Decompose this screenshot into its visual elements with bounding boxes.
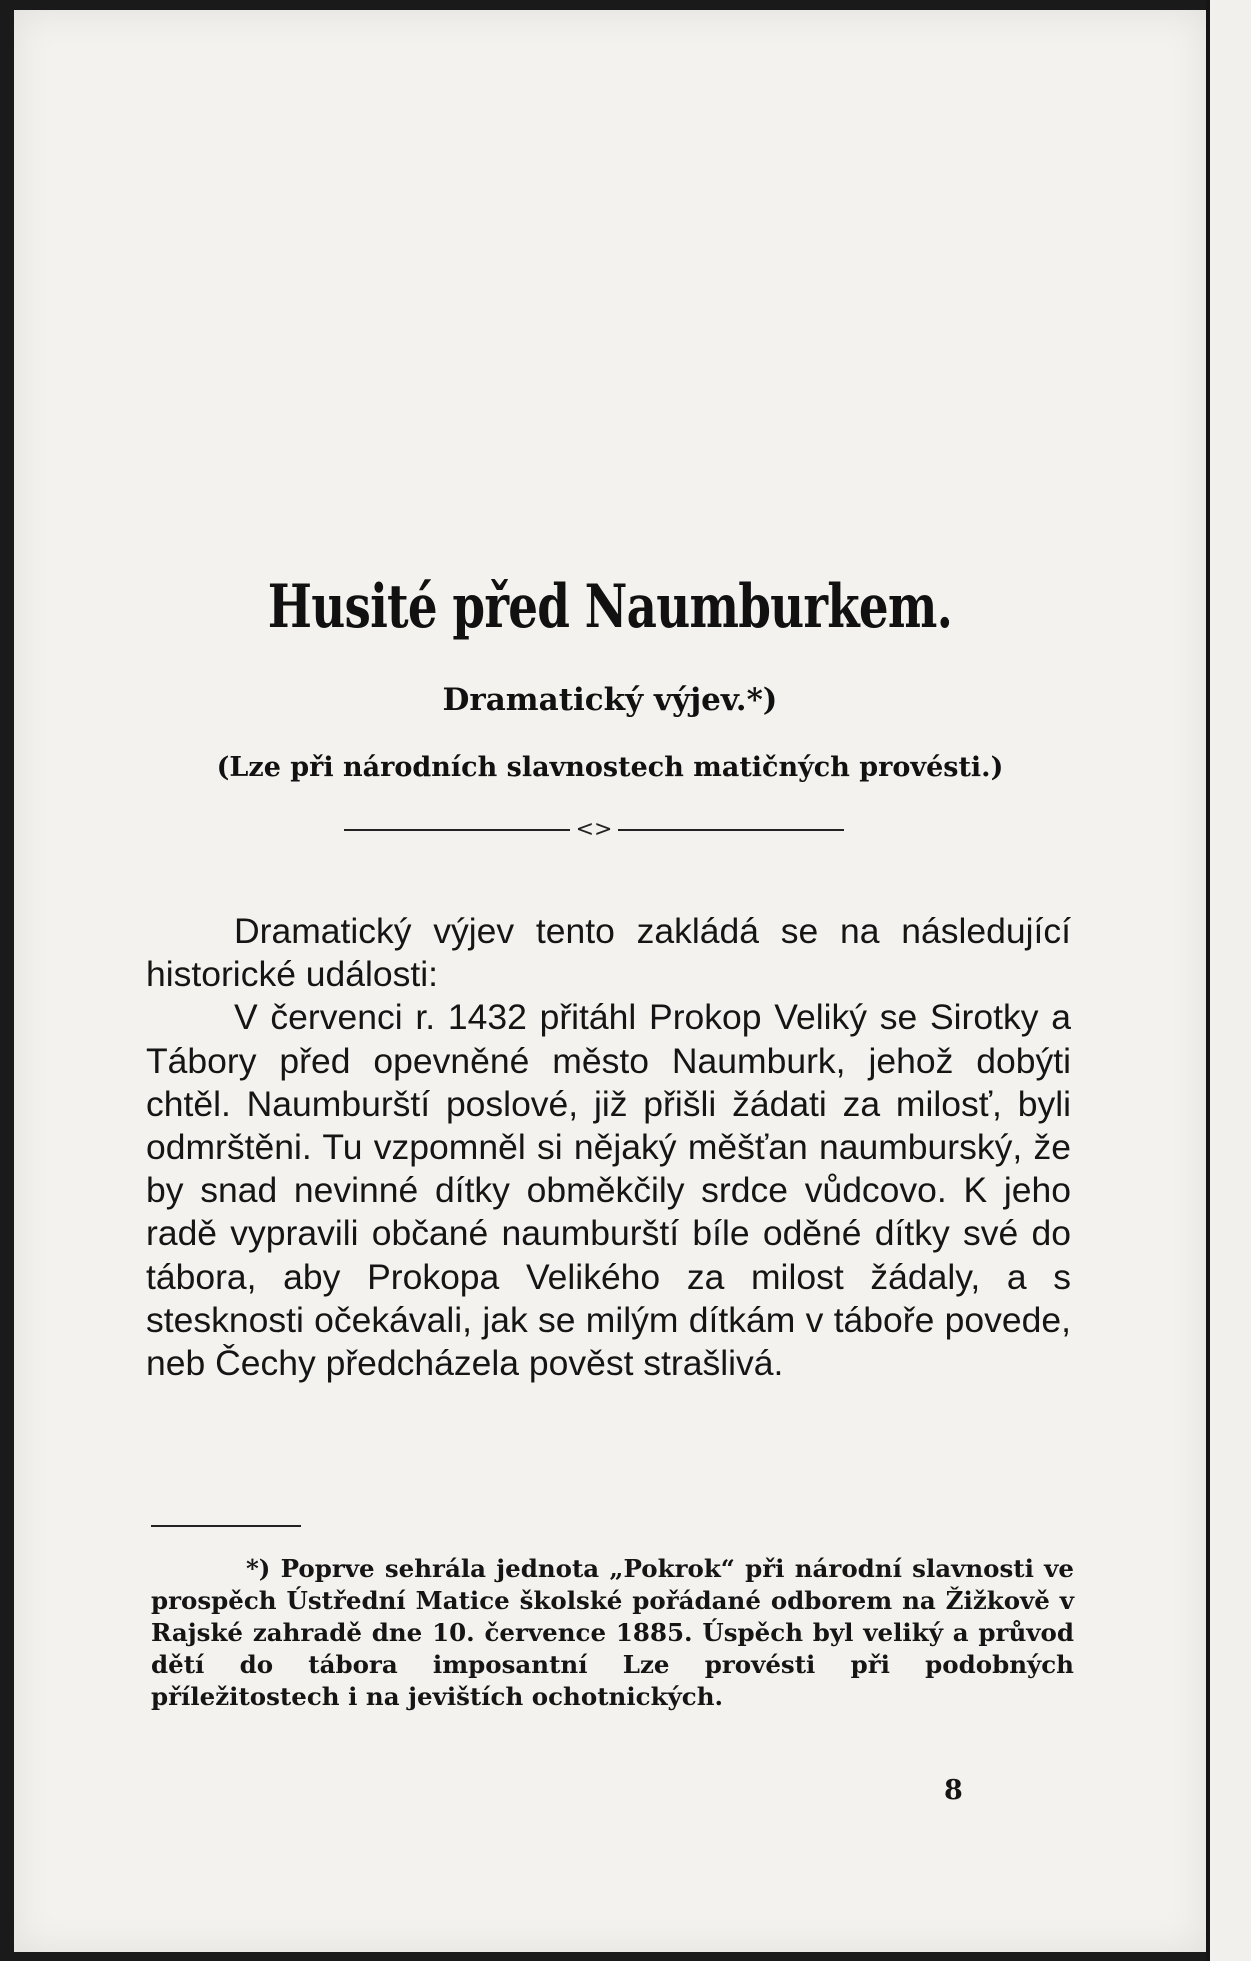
footnote-rule <box>151 1525 301 1527</box>
divider-line-right <box>618 829 844 831</box>
body-text <box>146 910 1071 1385</box>
divider-line-left <box>344 829 570 831</box>
page-edge <box>1206 0 1251 1961</box>
subtitle: Dramatický výjev.*) <box>442 682 778 718</box>
paragraph-intro: Dramatický výjev tento zakládá se na následující historické události: <box>146 911 1071 995</box>
paragraph-history: V červenci r. 1432 přitáhl Prokop Veliký se Sirotky a Tábory před opevněné město Naumburk, jehož dobýti chtěl. Naumburští poslové, již přišli žádati za milosť, byli odmrštěni. Tu vzpomněl si nějaký měšťan naumburský, že by snad nevinné dítky obměkčily srdce vůdcovo. K jeho radě vypravili občané naumburští bíle oděné dítky své do tábora, aby Prokopa Velikého za milost žádaly, a s stesknosti očekávali, jak se milým dítkám v táboře povede, neb Čechy předcházela pověst strašlivá. <box>146 997 1071 1384</box>
page-title: Husité před Naumburkem. <box>267 572 953 642</box>
ornament-divider <box>344 817 844 842</box>
ornament-glyph: <> <box>575 817 613 842</box>
performance-note: (Lze při národních slavnostech matičných provésti.) <box>216 752 1004 783</box>
page-number: 8 <box>944 1775 963 1806</box>
footnote: *) Poprve sehrála jednota „Pokrok“ při národní slavnosti ve prospěch Ústřední Matice školské pořádané odborem na Žižkově v Rajské zahradě dne 10. července 1885. Úspěch byl veliký a průvod dětí do tábora imposantní Lze provésti při podobných příležitostech i na jevištích ochotnických. <box>151 1554 1074 1711</box>
book-page <box>14 10 1206 1952</box>
